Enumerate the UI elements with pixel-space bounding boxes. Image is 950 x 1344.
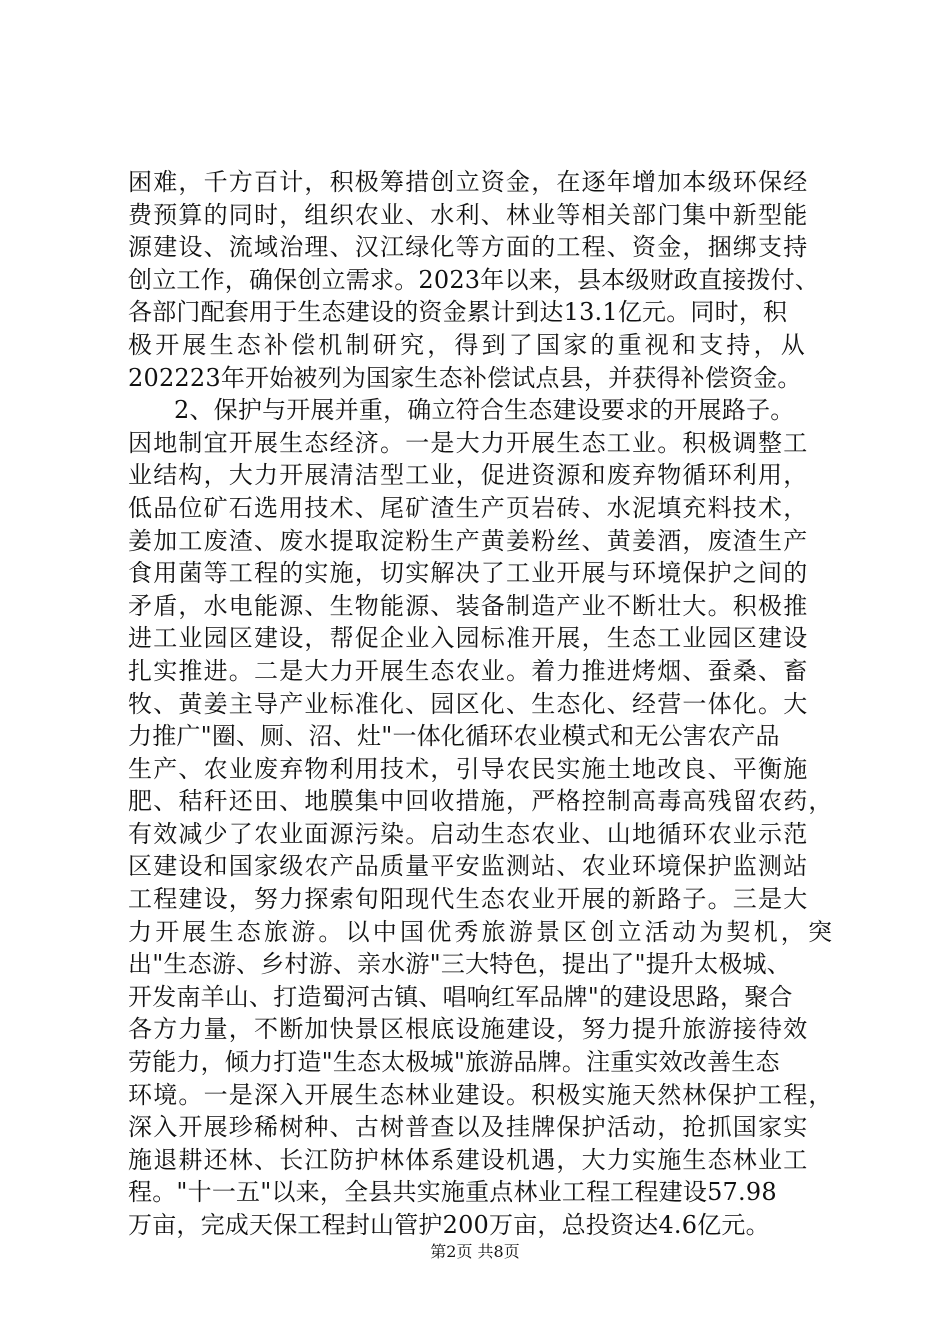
text-line: 源建设、流域治理、汉江绿化等方面的工程、资金，捆绑支持	[128, 233, 809, 262]
text-line: 创立工作，确保创立需求。2023年以来，县本级财政直接拨付、	[128, 265, 820, 294]
text-line: 出"生态游、乡村游、亲水游"三大特色，提出了"提升太极城、	[128, 950, 791, 979]
text-line: 极开展生态补偿机制研究，得到了国家的重视和支持，从	[128, 330, 808, 359]
text-line: 开发南羊山、打造蜀河古镇、唱响红军品牌"的建设思路，聚合	[128, 982, 793, 1011]
text-line: 费预算的同时，组织农业、水利、林业等相关部门集中新型能	[128, 200, 809, 229]
text-line: 劳能力，倾力打造"生态太极城"旅游品牌。注重实效改善生态	[128, 1048, 780, 1077]
paragraph-start-line: 2、保护与开展并重，确立符合生态建设要求的开展路子。	[174, 396, 795, 425]
text-line: 牧、黄姜主导产业标准化、园区化、生态化、经营一体化。大	[128, 689, 809, 718]
text-line: 因地制宜开展生态经济。一是大力开展生态工业。积极调整工	[128, 428, 809, 457]
text-line: 各部门配套用于生态建设的资金累计到达13.1亿元。同时，积	[128, 298, 788, 327]
text-line: 食用菌等工程的实施，切实解决了工业开展与环境保护之间的	[128, 559, 809, 588]
page-number-footer: 第2页 共8页	[430, 1242, 520, 1261]
text-line: 有效减少了农业面源污染。启动生态农业、山地循环农业示范	[128, 819, 809, 848]
text-line: 程。"十一五"以来，全县共实施重点林业工程工程建设57.98	[128, 1178, 777, 1207]
text-line: 各方力量，不断加快景区根底设施建设，努力提升旅游接待效	[128, 1015, 809, 1044]
text-line: 力推广"圈、厕、沼、灶"一体化循环农业模式和无公害农产品	[128, 722, 780, 751]
text-line: 姜加工废渣、废水提取淀粉生产黄姜粉丝、黄姜酒，废渣生产	[128, 526, 809, 555]
text-line: 环境。一是深入开展生态林业建设。积极实施天然林保护工程，	[128, 1080, 834, 1109]
text-line: 矛盾，水电能源、生物能源、装备制造产业不断壮大。积极推	[128, 591, 809, 620]
text-line: 肥、秸秆还田、地膜集中回收措施，严格控制高毒高残留农药，	[128, 787, 834, 816]
text-line: 工程建设，努力探索旬阳现代生态农业开展的新路子。三是大	[128, 885, 809, 914]
text-line: 生产、农业废弃物利用技术，引导农民实施土地改良、平衡施	[128, 754, 809, 783]
text-line: 低品位矿石选用技术、尾矿渣生产页岩砖、水泥填充料技术，	[128, 493, 809, 522]
text-line: 202223年开始被列为国家生态补偿试点县，并获得补偿资金。	[128, 363, 802, 392]
text-line: 扎实推进。二是大力开展生态农业。着力推进烤烟、蚕桑、畜	[128, 656, 809, 685]
text-line: 深入开展珍稀树种、古树普查以及挂牌保护活动，抢抓国家实	[128, 1113, 809, 1142]
text-line: 进工业园区建设，帮促企业入园标准开展，生态工业园区建设	[128, 624, 809, 653]
text-line: 困难，千方百计，积极筹措创立资金，在逐年增加本级环保经	[128, 168, 809, 196]
text-line: 力开展生态旅游。以中国优秀旅游景区创立活动为契机，突	[128, 917, 836, 946]
body-text	[128, 166, 836, 1242]
text-line: 施退耕还林、长江防护林体系建设机遇，大力实施生态林业工	[128, 1145, 809, 1174]
text-line: 区建设和国家级农产品质量平安监测站、农业环境保护监测站	[128, 852, 809, 881]
text-line: 万亩，完成天保工程封山管护200万亩，总投资达4.6亿元。	[128, 1211, 770, 1239]
text-line: 业结构，大力开展清洁型工业，促进资源和废弃物循环利用，	[128, 461, 809, 490]
